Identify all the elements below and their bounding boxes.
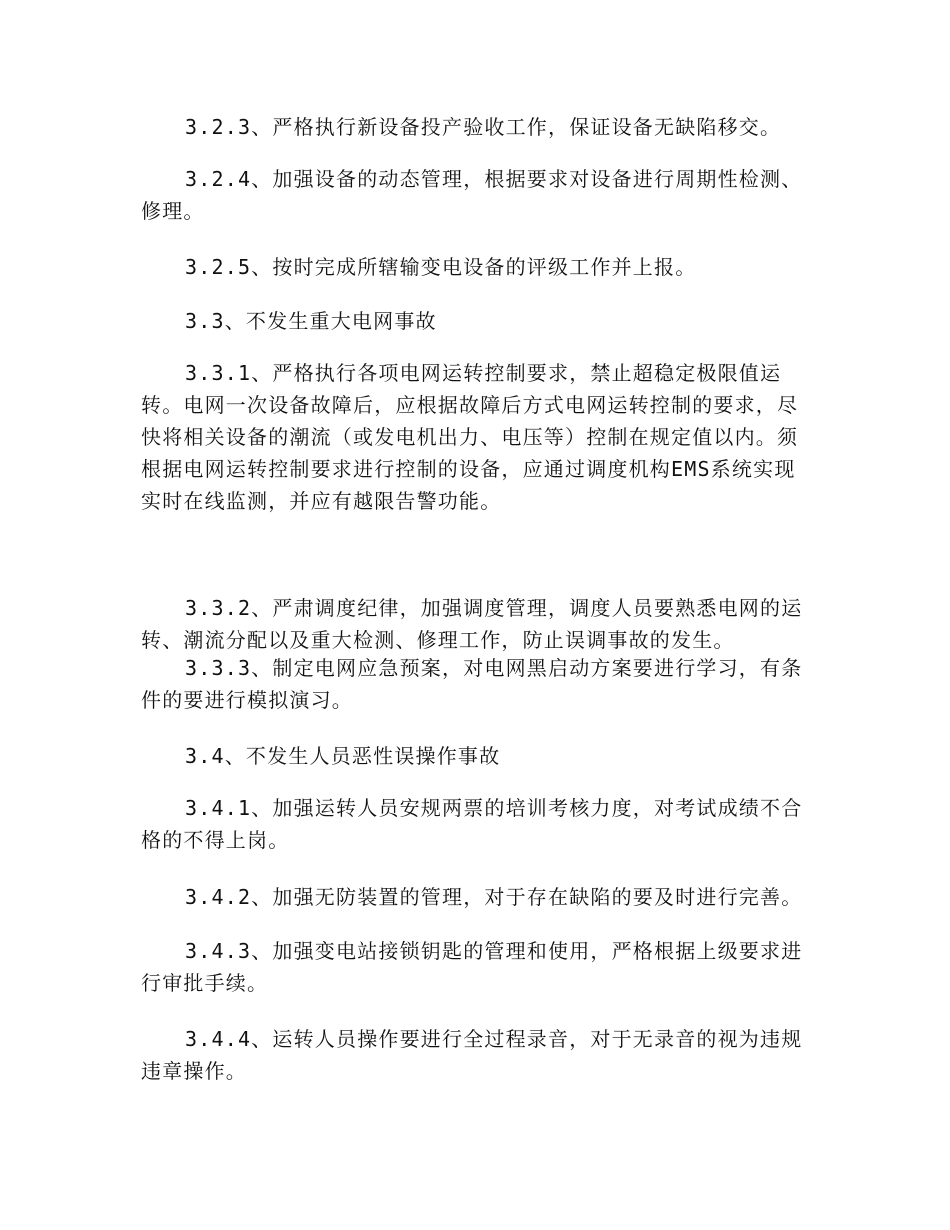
paragraph-3-4-3: 3.4.3、加强变电站接锁钥匙的管理和使用，严格根据上级要求进行审批手续。: [141, 939, 803, 995]
paragraph-3-2-3: 3.2.3、严格执行新设备投产验收工作，保证设备无缺陷移交。: [185, 115, 782, 139]
paragraph-3-4-4: 3.4.4、运转人员操作要进行全过程录音，对于无录音的视为违规违章操作。: [141, 1027, 803, 1083]
paragraph-3-4-2: 3.4.2、加强无防装置的管理，对于存在缺陷的要及时进行完善。: [185, 885, 803, 909]
paragraph-3-2-5: 3.2.5、按时完成所辖输变电设备的评级工作并上报。: [185, 255, 697, 279]
paragraph-3-4-1: 3.4.1、加强运转人员安规两票的培训考核力度，对考试成绩不合格的不得上岗。: [141, 796, 803, 852]
paragraph-3-2-4: 3.2.4、加强设备的动态管理，根据要求对设备进行周期性检测、修理。: [141, 167, 803, 223]
heading-3-4: 3.4、不发生人员恶性误操作事故: [185, 744, 501, 768]
paragraph-3-3-1: 3.3.1、严格执行各项电网运转控制要求，禁止超稳定极限值运转。电网一次设备故障后，应根据故障后方式电网运转控制的要求，尽快将相关设备的潮流（或发电机出力、电压等）控制在规定值以内。须根据电网运转控制要求进行控制的设备，应通过调度机构EMS系统实现实时在线监测，并应有越限告警功能。: [141, 361, 799, 513]
heading-3-3: 3.3、不发生重大电网事故: [185, 309, 437, 333]
paragraph-3-3-2: 3.3.2、严肃调度纪律，加强调度管理，调度人员要熟悉电网的运转、潮流分配以及重大检测、修理工作，防止误调事故的发生。: [141, 596, 803, 652]
paragraph-3-3-3: 3.3.3、制定电网应急预案，对电网黑启动方案要进行学习，有条件的要进行模拟演习。: [141, 656, 803, 712]
